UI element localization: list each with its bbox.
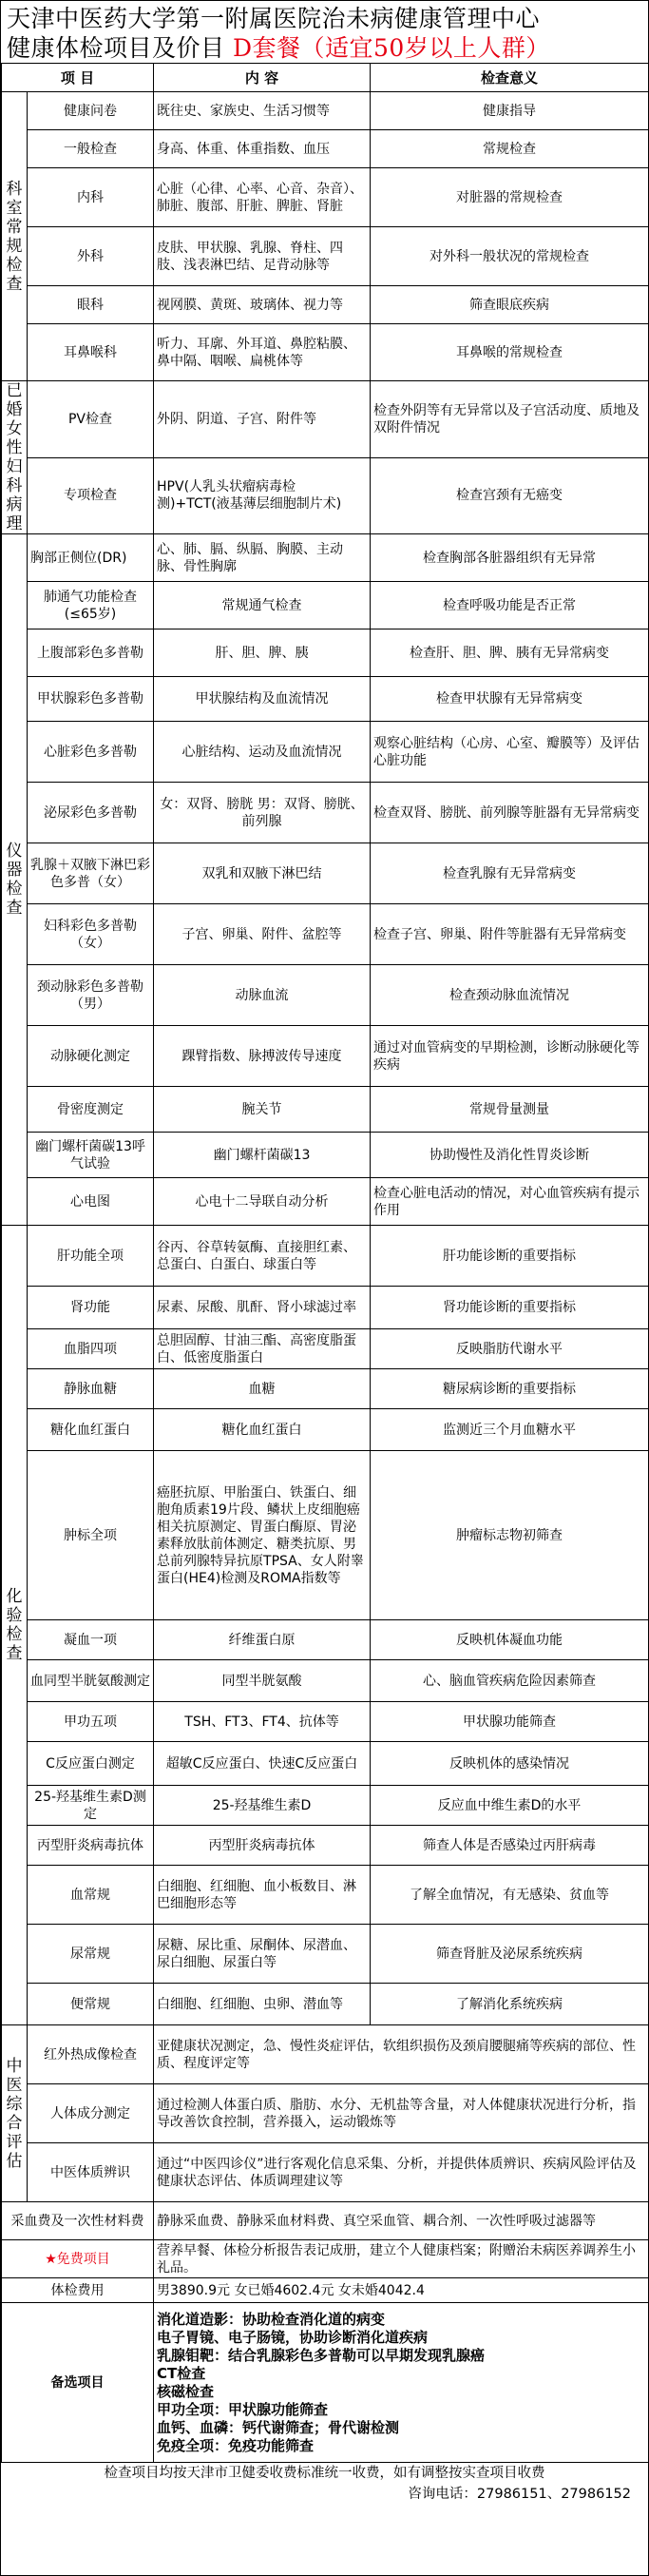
row-meaning: 检查外阴等有无异常以及子宫活动度、质地及双附件情况 bbox=[371, 381, 649, 458]
row-meaning: 耳鼻喉的常规检查 bbox=[371, 324, 649, 381]
row-item: 外科 bbox=[28, 227, 154, 286]
title-line-1: 天津中医药大学第一附属医院治未病健康管理中心 bbox=[7, 5, 541, 32]
row-content: 心、肺、膈、纵膈、胸膜、主动脉、骨性胸廓 bbox=[154, 534, 371, 582]
row-content: 亚健康状况测定，急、慢性炎症评估，软组织损伤及颈肩腰腿痛等疾病的部位、性质、程度评定等 bbox=[154, 2025, 649, 2084]
row-item: 胸部正侧位(DR) bbox=[28, 534, 154, 582]
table-row bbox=[2, 1409, 649, 1451]
row-content: 超敏C反应蛋白、快速C反应蛋白 bbox=[154, 1742, 371, 1786]
row-item: 采血费及一次性材料费 bbox=[2, 2202, 154, 2240]
table-row bbox=[2, 130, 649, 168]
table-row bbox=[2, 1226, 649, 1287]
row-content: 踝臂指数、脉搏波传导速度 bbox=[154, 1026, 371, 1087]
optional-line: 乳腺钼靶：结合乳腺彩色多普勒可以早期发现乳腺癌 bbox=[157, 2346, 486, 2364]
table-row bbox=[2, 1287, 649, 1329]
row-meaning: 反映机体凝血功能 bbox=[371, 1620, 649, 1660]
row-content: 甲状腺结构及血流情况 bbox=[154, 677, 371, 722]
table-row bbox=[2, 677, 649, 722]
table-row bbox=[2, 722, 649, 783]
table-row bbox=[2, 1866, 649, 1925]
row-content: 癌胚抗原、甲胎蛋白、铁蛋白、细胞角质素19片段、鳞状上皮细胞癌相关抗原测定、胃蛋白酶原、胃泌素释放肽前体测定、糖类抗原、男总前列腺特异抗原TPSA、女人附睾蛋白(HE4)检测及ROMA指数等 bbox=[154, 1451, 371, 1620]
table-header-row bbox=[2, 64, 649, 92]
row-item: 颈动脉彩色多普勒（男） bbox=[28, 965, 154, 1026]
row-meaning: 通过对血管病变的早期检测，诊断动脉硬化等疾病 bbox=[371, 1026, 649, 1087]
row-item: 糖化血红蛋白 bbox=[28, 1409, 154, 1451]
footer-note: 检查项目均按天津市卫健委收费标准统一收费，如有调整按实查项目收费 bbox=[104, 2466, 545, 2481]
row-item: 专项检查 bbox=[28, 457, 154, 534]
row-item: 甲功五项 bbox=[28, 1702, 154, 1742]
row-item: 动脉硬化测定 bbox=[28, 1026, 154, 1087]
row-content: 丙型肝炎病毒抗体 bbox=[154, 1826, 371, 1866]
title-main: 健康体检项目及价目 bbox=[7, 34, 225, 62]
table-row bbox=[2, 1087, 649, 1133]
row-meaning: 了解全血情况，有无感染、贫血等 bbox=[371, 1866, 649, 1925]
header-meaning: 检查意义 bbox=[371, 64, 649, 92]
table-row bbox=[2, 457, 649, 534]
optional-line: CT检查 bbox=[157, 2364, 206, 2382]
row-meaning: 了解消化系统疾病 bbox=[371, 1984, 649, 2025]
row-item: 尿常规 bbox=[28, 1925, 154, 1984]
row-content: 常规通气检查 bbox=[154, 582, 371, 629]
row-content: 血糖 bbox=[154, 1369, 371, 1409]
row-item: 25-羟基维生素D测定 bbox=[28, 1786, 154, 1826]
row-item: 骨密度测定 bbox=[28, 1087, 154, 1133]
package-name: D套餐（适宜50岁以上人群） bbox=[232, 34, 550, 62]
row-item: 便常规 bbox=[28, 1984, 154, 2025]
row-item: C反应蛋白测定 bbox=[28, 1742, 154, 1786]
free-item-label: 免费项目 bbox=[56, 2251, 110, 2267]
row-meaning: 检查胸部各脏器组织有无异常 bbox=[371, 534, 649, 582]
optional-row bbox=[2, 2303, 649, 2463]
footer bbox=[1, 2463, 648, 2505]
footer-phone: 咨询电话：27986151、27986152 bbox=[408, 2487, 631, 2502]
table-row bbox=[2, 1702, 649, 1742]
row-meaning: 检查心脏电活动的情况，对心血管疾病有提示作用 bbox=[371, 1178, 649, 1226]
table-row bbox=[2, 904, 649, 965]
category-lab: 化验检查 bbox=[2, 1226, 28, 2025]
price-label: 体检费用 bbox=[2, 2278, 154, 2303]
row-content: 营养早餐、体检分析报告表记成册，建立个人健康档案；附赠治未病医养调养生小礼品。 bbox=[154, 2240, 649, 2278]
table-row bbox=[2, 1178, 649, 1226]
table-row bbox=[2, 286, 649, 324]
row-meaning: 反映脂肪代谢水平 bbox=[371, 1329, 649, 1369]
table-row bbox=[2, 534, 649, 582]
row-item: 幽门螺杆菌碳13呼气试验 bbox=[28, 1133, 154, 1178]
row-item: 乳腺＋双腋下淋巴彩色多普（女） bbox=[28, 843, 154, 904]
category-instrument: 仪器检查 bbox=[2, 534, 28, 1226]
row-meaning: 检查甲状腺有无异常病变 bbox=[371, 677, 649, 722]
row-meaning: 检查肝、胆、脾、胰有无异常病变 bbox=[371, 629, 649, 677]
row-meaning: 肝功能诊断的重要指标 bbox=[371, 1226, 649, 1287]
row-item: 健康问卷 bbox=[28, 92, 154, 130]
row-item: 上腹部彩色多普勒 bbox=[28, 629, 154, 677]
row-content: 心脏（心律、心率、心音、杂音）、肺脏、腹部、肝脏、脾脏、肾脏 bbox=[154, 168, 371, 227]
row-meaning: 筛查人体是否感染过丙肝病毒 bbox=[371, 1826, 649, 1866]
row-item: 静脉血糖 bbox=[28, 1369, 154, 1409]
category-gyn: 已婚女性妇科病理 bbox=[2, 381, 28, 534]
optional-line: 免疫全项：免疫功能筛查 bbox=[157, 2436, 315, 2454]
table-row bbox=[2, 1620, 649, 1660]
row-item: 红外热成像检查 bbox=[28, 2025, 154, 2084]
row-meaning: 糖尿病诊断的重要指标 bbox=[371, 1369, 649, 1409]
row-content: 女：双肾、膀胱 男：双肾、膀胱、前列腺 bbox=[154, 783, 371, 843]
row-item: 一般检查 bbox=[28, 130, 154, 168]
row-content: 糖化血红蛋白 bbox=[154, 1409, 371, 1451]
row-content: 纤维蛋白原 bbox=[154, 1620, 371, 1660]
row-item: 内科 bbox=[28, 168, 154, 227]
row-meaning: 肾功能诊断的重要指标 bbox=[371, 1287, 649, 1329]
row-meaning: 反应血中维生素D的水平 bbox=[371, 1786, 649, 1826]
table-row bbox=[2, 1660, 649, 1702]
optional-line: 甲功全项：甲状腺功能筛查 bbox=[157, 2400, 329, 2418]
row-meaning: 检查双肾、膀胱、前列腺等脏器有无异常病变 bbox=[371, 783, 649, 843]
table-row bbox=[2, 1984, 649, 2025]
row-content: 肝、胆、脾、胰 bbox=[154, 629, 371, 677]
row-item: 血常规 bbox=[28, 1866, 154, 1925]
row-content: 白细胞、红细胞、虫卵、潜血等 bbox=[154, 1984, 371, 2025]
row-meaning: 筛查眼底疾病 bbox=[371, 286, 649, 324]
table-row bbox=[2, 1786, 649, 1826]
optional-list bbox=[154, 2303, 649, 2463]
header-content: 内 容 bbox=[154, 64, 371, 92]
row-item: 肿标全项 bbox=[28, 1451, 154, 1620]
row-content: 尿素、尿酸、肌酐、肾小球滤过率 bbox=[154, 1287, 371, 1329]
row-item-free bbox=[2, 2240, 154, 2278]
table-row bbox=[2, 2143, 649, 2202]
table-row bbox=[2, 965, 649, 1026]
row-meaning: 反映机体的感染情况 bbox=[371, 1742, 649, 1786]
exam-table bbox=[1, 63, 649, 2463]
table-row bbox=[2, 1742, 649, 1786]
row-content: 视网膜、黄斑、玻璃体、视力等 bbox=[154, 286, 371, 324]
title-line-2 bbox=[7, 33, 642, 63]
optional-line: 消化道造影：协助检查消化道的病变 bbox=[157, 2310, 386, 2328]
price-row bbox=[2, 2278, 649, 2303]
row-item: 血脂四项 bbox=[28, 1329, 154, 1369]
optional-label: 备选项目 bbox=[2, 2303, 154, 2463]
row-content: 子宫、卵巢、附件、盆腔等 bbox=[154, 904, 371, 965]
row-meaning: 甲状腺功能筛查 bbox=[371, 1702, 649, 1742]
row-meaning: 协助慢性及消化性胃炎诊断 bbox=[371, 1133, 649, 1178]
row-meaning: 检查呼吸功能是否正常 bbox=[371, 582, 649, 629]
optional-line: 核磁检查 bbox=[157, 2382, 215, 2400]
row-item: 眼科 bbox=[28, 286, 154, 324]
row-meaning: 检查颈动脉血流情况 bbox=[371, 965, 649, 1026]
row-item: 丙型肝炎病毒抗体 bbox=[28, 1826, 154, 1866]
row-meaning: 观察心脏结构（心房、心室、瓣膜等）及评估心脏功能 bbox=[371, 722, 649, 783]
optional-line: 血钙、血磷：钙代谢筛查；骨代谢检测 bbox=[157, 2418, 400, 2436]
table-row bbox=[2, 227, 649, 286]
table-row bbox=[2, 1826, 649, 1866]
row-content: 外阴、阴道、子宫、附件等 bbox=[154, 381, 371, 458]
row-item: PV检查 bbox=[28, 381, 154, 458]
row-content: 总胆固醇、甘油三酯、高密度脂蛋白、低密度脂蛋白 bbox=[154, 1329, 371, 1369]
table-row bbox=[2, 582, 649, 629]
table-row bbox=[2, 1026, 649, 1087]
row-content: 白细胞、红细胞、血小板数目、淋巴细胞形态等 bbox=[154, 1866, 371, 1925]
row-content: 幽门螺杆菌碳13 bbox=[154, 1133, 371, 1178]
category-tcm: 中医综合评估 bbox=[2, 2025, 28, 2202]
price-text: 男3890.9元 女已婚4602.4元 女未婚4042.4 bbox=[154, 2278, 649, 2303]
table-row bbox=[2, 783, 649, 843]
row-meaning: 对外科一般状况的常规检查 bbox=[371, 227, 649, 286]
row-content: 动脉血流 bbox=[154, 965, 371, 1026]
row-content: 尿糖、尿比重、尿酮体、尿潜血、尿白细胞、尿蛋白等 bbox=[154, 1925, 371, 1984]
row-content: 通过“中医四诊仪”进行客观化信息采集、分析，并提供体质辨识、疾病风险评估及健康状态评估、体质调理建议等 bbox=[154, 2143, 649, 2202]
row-item: 血同型半胱氨酸测定 bbox=[28, 1660, 154, 1702]
row-meaning: 肿瘤标志物初筛查 bbox=[371, 1451, 649, 1620]
row-item: 耳鼻喉科 bbox=[28, 324, 154, 381]
row-meaning: 监测近三个月血糖水平 bbox=[371, 1409, 649, 1451]
table-row bbox=[2, 381, 649, 458]
row-meaning: 常规检查 bbox=[371, 130, 649, 168]
row-item: 肝功能全项 bbox=[28, 1226, 154, 1287]
row-content: 静脉采血费、静脉采血材料费、真空采血管、耦合剂、一次性呼吸过滤器等 bbox=[154, 2202, 649, 2240]
row-content: 双乳和双腋下淋巴结 bbox=[154, 843, 371, 904]
table-row bbox=[2, 1451, 649, 1620]
row-item: 中医体质辨识 bbox=[28, 2143, 154, 2202]
row-meaning: 检查乳腺有无异常病变 bbox=[371, 843, 649, 904]
row-content: HPV(人乳头状瘤病毒检测)+TCT(液基薄层细胞制片术) bbox=[154, 457, 371, 534]
row-content: 听力、耳廓、外耳道、鼻腔粘膜、鼻中隔、咽喉、扁桃体等 bbox=[154, 324, 371, 381]
row-item: 肺通气功能检查(≤65岁) bbox=[28, 582, 154, 629]
row-content: 身高、体重、体重指数、血压 bbox=[154, 130, 371, 168]
row-content: 通过检测人体蛋白质、脂肪、水分、无机盐等含量，对人体健康状况进行分析，指导改善饮食控制，营养摄入，运动锻炼等 bbox=[154, 2084, 649, 2143]
table-row bbox=[2, 843, 649, 904]
optional-line: 电子胃镜、电子肠镜，协助诊断消化道疾病 bbox=[157, 2328, 429, 2346]
row-content: 心脏结构、运动及血流情况 bbox=[154, 722, 371, 783]
row-content: 谷丙、谷草转氨酶、直接胆红素、总蛋白、白蛋白、球蛋白等 bbox=[154, 1226, 371, 1287]
row-content: 既往史、家族史、生活习惯等 bbox=[154, 92, 371, 130]
row-meaning: 对脏器的常规检查 bbox=[371, 168, 649, 227]
row-item: 甲状腺彩色多普勒 bbox=[28, 677, 154, 722]
star-icon: ★ bbox=[45, 2251, 57, 2267]
row-content: 皮肤、甲状腺、乳腺、脊柱、四肢、浅表淋巴结、足背动脉等 bbox=[154, 227, 371, 286]
header-title bbox=[1, 1, 648, 63]
table-row bbox=[2, 2084, 649, 2143]
row-content: TSH、FT3、FT4、抗体等 bbox=[154, 1702, 371, 1742]
table-row bbox=[2, 2202, 649, 2240]
table-row bbox=[2, 629, 649, 677]
header-item: 项 目 bbox=[2, 64, 154, 92]
row-meaning: 常规骨量测量 bbox=[371, 1087, 649, 1133]
row-meaning: 检查子宫、卵巢、附件等脏器有无异常病变 bbox=[371, 904, 649, 965]
table-row bbox=[2, 1925, 649, 1984]
row-content: 同型半胱氨酸 bbox=[154, 1660, 371, 1702]
row-content: 心电十二导联自动分析 bbox=[154, 1178, 371, 1226]
row-meaning: 健康指导 bbox=[371, 92, 649, 130]
table-row bbox=[2, 92, 649, 130]
row-item: 人体成分测定 bbox=[28, 2084, 154, 2143]
table-row bbox=[2, 168, 649, 227]
table-row bbox=[2, 2025, 649, 2084]
row-content: 腕关节 bbox=[154, 1087, 371, 1133]
row-meaning: 筛查肾脏及泌尿系统疾病 bbox=[371, 1925, 649, 1984]
table-row bbox=[2, 2240, 649, 2278]
table-row bbox=[2, 324, 649, 381]
category-ward: 科室常规检查 bbox=[2, 92, 28, 381]
row-meaning: 检查宫颈有无癌变 bbox=[371, 457, 649, 534]
table-row bbox=[2, 1369, 649, 1409]
row-item: 妇科彩色多普勒（女） bbox=[28, 904, 154, 965]
row-item: 心脏彩色多普勒 bbox=[28, 722, 154, 783]
row-item: 肾功能 bbox=[28, 1287, 154, 1329]
table-row bbox=[2, 1329, 649, 1369]
row-item: 凝血一项 bbox=[28, 1620, 154, 1660]
row-meaning: 心、脑血管疾病危险因素筛查 bbox=[371, 1660, 649, 1702]
row-item: 泌尿彩色多普勒 bbox=[28, 783, 154, 843]
row-content: 25-羟基维生素D bbox=[154, 1786, 371, 1826]
row-item: 心电图 bbox=[28, 1178, 154, 1226]
table-row bbox=[2, 1133, 649, 1178]
